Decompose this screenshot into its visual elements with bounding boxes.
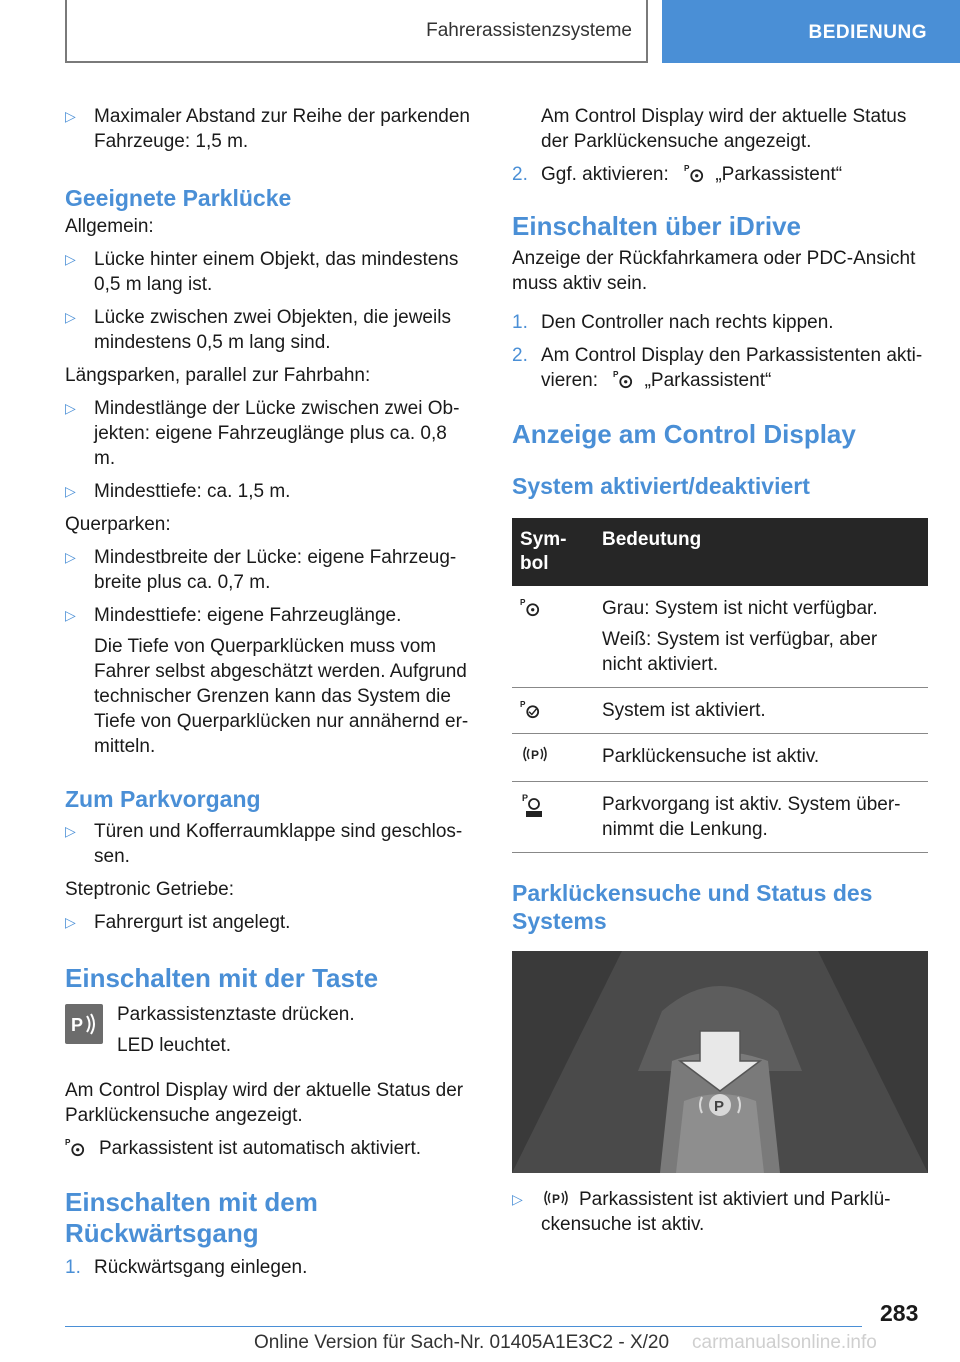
heading-zum-parkvorgang: Zum Parkvorgang [65, 786, 261, 812]
text-querparken: Querparken: [65, 514, 171, 535]
heading-parklueckensuche-status: Parklückensuche und Status des Systems [512, 880, 873, 934]
svg-text:P: P [684, 164, 690, 174]
right-column [512, 100, 928, 1237]
list-item: ▷ Lücke hinter einem Objekt, das mindestens 0,5 m lang ist. [65, 247, 473, 297]
symbol-cell [512, 782, 594, 853]
list-item: ▷ Mindesttiefe: eigene Fahrzeuglänge. [65, 603, 473, 628]
step-number: 2. [512, 345, 528, 366]
list-item: ▷ Mindesttiefe: ca. 1,5 m. [65, 479, 473, 504]
auto-activated-row [65, 1136, 473, 1161]
svg-text:P: P [520, 700, 526, 710]
heading-geeignete-parkluecke: Geeignete Parklücke [65, 185, 292, 211]
parking-assist-symbol [65, 1004, 103, 1044]
list-item: ▷ Maximaler Abstand zur Reihe der parkenden Fahrzeuge: 1,5 m. [65, 104, 473, 154]
left-column [65, 100, 473, 1280]
meaning-cell: Parkvorgang ist aktiv. System über‐ nimmt die Lenkung. [594, 782, 928, 853]
step-number: 2. [512, 164, 528, 185]
step-item [512, 343, 928, 393]
svg-text:P: P [520, 598, 526, 608]
note-querparkluecken: Die Tiefe von Querparklücken muss vom Fahrer selbst abgeschätzt werden. Aufgrund technischer Grenzen kann das System die Tiefe von Querparklücken nur annähernd er‐ mitteln. [94, 636, 469, 757]
table-row [512, 734, 928, 782]
heading-system-aktiviert: System aktiviert/deaktiviert [512, 473, 810, 499]
table-row [512, 782, 928, 853]
parking-assistant-icon [684, 163, 704, 183]
list-item: ▷ Fahrergurt ist angelegt. [65, 910, 473, 935]
taste-block [65, 1002, 473, 1058]
svg-text:P: P [531, 748, 540, 762]
table-row [512, 688, 928, 734]
parking-assistant-active-icon [520, 699, 540, 719]
parking-auto-icon [520, 792, 546, 818]
svg-text:P: P [522, 793, 529, 803]
menu-label: „Parkassistent“ [715, 164, 843, 185]
table-header-bedeutung: Bedeutung [594, 518, 928, 586]
step-item [65, 1255, 473, 1280]
text-allgemein: Allgemein: [65, 216, 154, 237]
meaning-cell [594, 586, 928, 688]
list-item: ▷ Mindestbreite der Lücke: eigene Fahrzeug‐ breite plus ca. 0,7 m. [65, 545, 473, 595]
watermark: carmanualsonline.info [692, 1332, 877, 1353]
svg-text:P: P [65, 1138, 71, 1148]
section-title: Fahrerassistenzsysteme [426, 19, 632, 41]
step-text: Ggf. aktivieren: [541, 164, 669, 185]
step-text: Am Control Display den Parkassistenten akti‐ vieren: [541, 345, 923, 391]
meaning-cell: Parklückensuche ist aktiv. [594, 734, 928, 782]
control-display-photo [512, 951, 928, 1173]
text-taste-druecken: Parkassistenztaste drücken. [117, 1004, 355, 1025]
chapter-title: BEDIENUNG [808, 22, 927, 43]
svg-text:P: ▷ P [552, 1192, 561, 1206]
heading-anzeige-control-display: Anzeige am Control Display [512, 419, 856, 449]
parking-assistant-icon [65, 1137, 85, 1157]
meaning-grau: Grau: System ist nicht verfügbar. [602, 598, 878, 619]
parking-view-illustration [512, 951, 928, 1173]
step-number: 1. [65, 1257, 81, 1278]
text-photo-caption: Parkassistent ist aktiviert und Parklü‐ ckensuche ist aktiv. [541, 1189, 891, 1235]
step-text: Rückwärtsgang einlegen. [94, 1257, 308, 1278]
table-row [512, 586, 928, 688]
list-item [512, 1187, 928, 1237]
menu-label: „Parkassistent“ [644, 370, 772, 391]
step-item [512, 310, 928, 335]
list-item: ▷ Mindestlänge der Lücke zwischen zwei Ob‐ jekten: eigene Fahrzeuglänge plus ca. 0,8 m. [65, 396, 473, 471]
list-item: ▷ Türen und Kofferraumklappe sind geschlos‐ sen. [65, 819, 473, 869]
table-header-row [512, 518, 928, 586]
step-item [512, 162, 928, 187]
heading-einschalten-idrive: Einschalten über iDrive [512, 211, 801, 241]
footer-divider [65, 1326, 862, 1327]
table-header-symbol: Sym‐ bol [512, 518, 594, 586]
text-laengsparken: Längsparken, parallel zur Fahrbahn: [65, 365, 371, 386]
footer-online-version: Online Version für Sach-Nr. 01405A1E3C2 - X/20 [254, 1332, 670, 1353]
step-text: Den Controller nach rechts kippen. [541, 312, 834, 333]
text-led-leuchtet: LED leuchtet. [117, 1035, 232, 1056]
section-header [65, 0, 648, 63]
svg-text:P: P [714, 1098, 725, 1115]
page-number: 283 [880, 1300, 919, 1326]
step-number: 1. [512, 312, 528, 333]
meaning-weiss: Weiß: System ist verfügbar, aber nicht aktiviert. [602, 629, 878, 675]
chapter-tab [662, 0, 960, 63]
symbol-table [512, 518, 928, 853]
parking-assistant-icon [520, 597, 540, 617]
symbol-cell [512, 734, 594, 782]
symbol-cell [512, 586, 594, 688]
heading-einschalten-taste: Einschalten mit der Taste [65, 963, 379, 993]
list-item: ▷ Lücke zwischen zwei Objekten, die jeweils mindestens 0,5 m lang sind. [65, 305, 473, 355]
symbol-cell [512, 688, 594, 734]
text-steptronic: Steptronic Getriebe: [65, 879, 234, 900]
text-control-display-status: Am Control Display wird der aktuelle Status der Parklückensuche angezeigt. [65, 1080, 464, 1126]
svg-text:P: P [71, 1015, 84, 1035]
parking-button-icon [65, 1004, 103, 1044]
parking-space-search-icon [520, 744, 550, 764]
svg-text:P: P [613, 370, 619, 380]
parking-space-search-icon [541, 1188, 571, 1208]
meaning-cell: System ist aktiviert. [594, 688, 928, 734]
text-auto-aktiviert: Parkassistent ist automatisch aktiviert. [99, 1138, 422, 1159]
heading-einschalten-rueckwaertsgang: Einschalten mit dem Rückwärtsgang [65, 1187, 318, 1248]
parking-assistant-icon [613, 369, 633, 389]
text-idrive-intro: Anzeige der Rückfahrkamera oder PDC-Ansicht muss aktiv sein. [512, 248, 916, 294]
text-control-display-status-2: Am Control Display wird der aktuelle Status der Parklückensuche angezeigt. [541, 106, 907, 152]
